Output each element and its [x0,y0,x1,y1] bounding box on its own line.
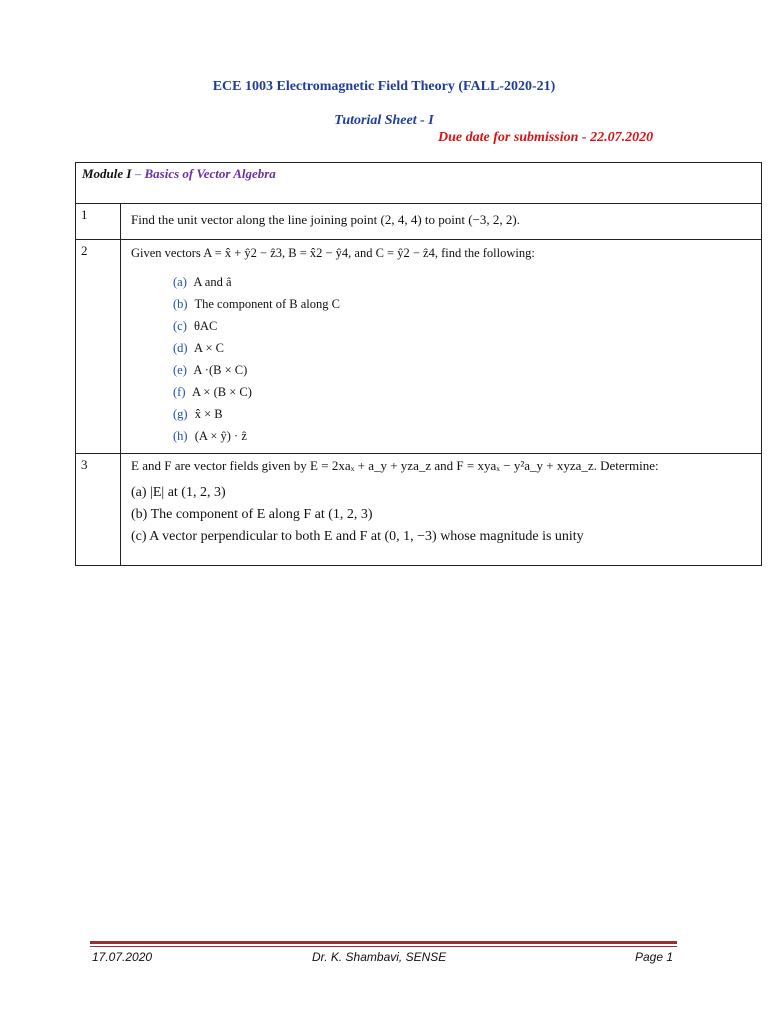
question-text: Given vectors A = x̂ + ŷ2 − ẑ3, B = x̂2 − ŷ4, and C = ŷ2 − ẑ4, find the following: [131,246,535,260]
item-label: (d) [173,341,188,355]
module-dash: – [131,166,145,181]
question-row-2 [76,240,762,454]
item-label: (c) [173,319,187,333]
question-body [121,204,762,240]
footer-page-number: Page 1 [635,950,674,964]
footer-author: Dr. K. Shambavi, SENSE [312,950,447,964]
item-text: x̂ × B [194,407,223,421]
list-item [173,359,751,381]
module-label: Module I [82,166,132,181]
item-text: A × C [194,341,224,355]
sub-question-list [131,482,751,548]
question-text: Find the unit vector along the line joining point (2, 4, 4) to point (−3, 2, 2). [131,212,520,227]
item-label: (g) [173,407,188,421]
document-title: ECE 1003 Electromagnetic Field Theory (FALL-2020-21) [212,79,556,94]
list-item [173,293,751,315]
item-label: (b) [173,297,188,311]
module-row [76,163,762,204]
item-text: The component of B along C [194,297,340,311]
list-item [173,315,751,337]
item-label: (e) [173,363,187,377]
question-table [75,162,762,566]
question-number: 1 [76,204,121,240]
list-item: (a) |E| at (1, 2, 3) [131,485,226,500]
footer-rule [90,941,677,944]
question-body [121,454,762,566]
question-number: 2 [76,240,121,454]
list-item [173,381,751,403]
question-row-3 [76,454,762,566]
question-number: 3 [76,454,121,566]
item-label: (f) [173,385,186,399]
list-item [173,337,751,359]
due-date: Due date for submission - 22.07.2020 [438,130,654,145]
module-cell [76,163,762,204]
footer-date: 17.07.2020 [92,950,153,964]
list-item [173,271,751,293]
item-text: A and â [193,275,232,289]
list-item: (c) A vector perpendicular to both E and F at (0, 1, −3) whose magnitude is unity [131,529,584,544]
item-label: (a) [173,275,187,289]
footer-rule-thin [90,946,677,947]
list-item [173,425,751,447]
item-text: A × (B × C) [191,385,252,399]
list-item [173,403,751,425]
item-text: A ·(B × C) [193,363,248,377]
item-label: (h) [173,429,188,443]
module-title: Basics of Vector Algebra [144,166,276,181]
item-text: (A × ŷ) · ẑ [194,429,247,443]
sheet-subtitle: Tutorial Sheet - I [334,113,434,128]
sub-question-list [173,271,751,447]
item-text: θAC [194,319,218,333]
question-row-1 [76,204,762,240]
question-body [121,240,762,454]
question-text: E and F are vector fields given by E = 2xaₓ + a_y + yza_z and F = xyaₓ − y²a_y + xyza_z. Determine: [131,458,659,473]
list-item: (b) The component of E along F at (1, 2, 3) [131,507,373,522]
